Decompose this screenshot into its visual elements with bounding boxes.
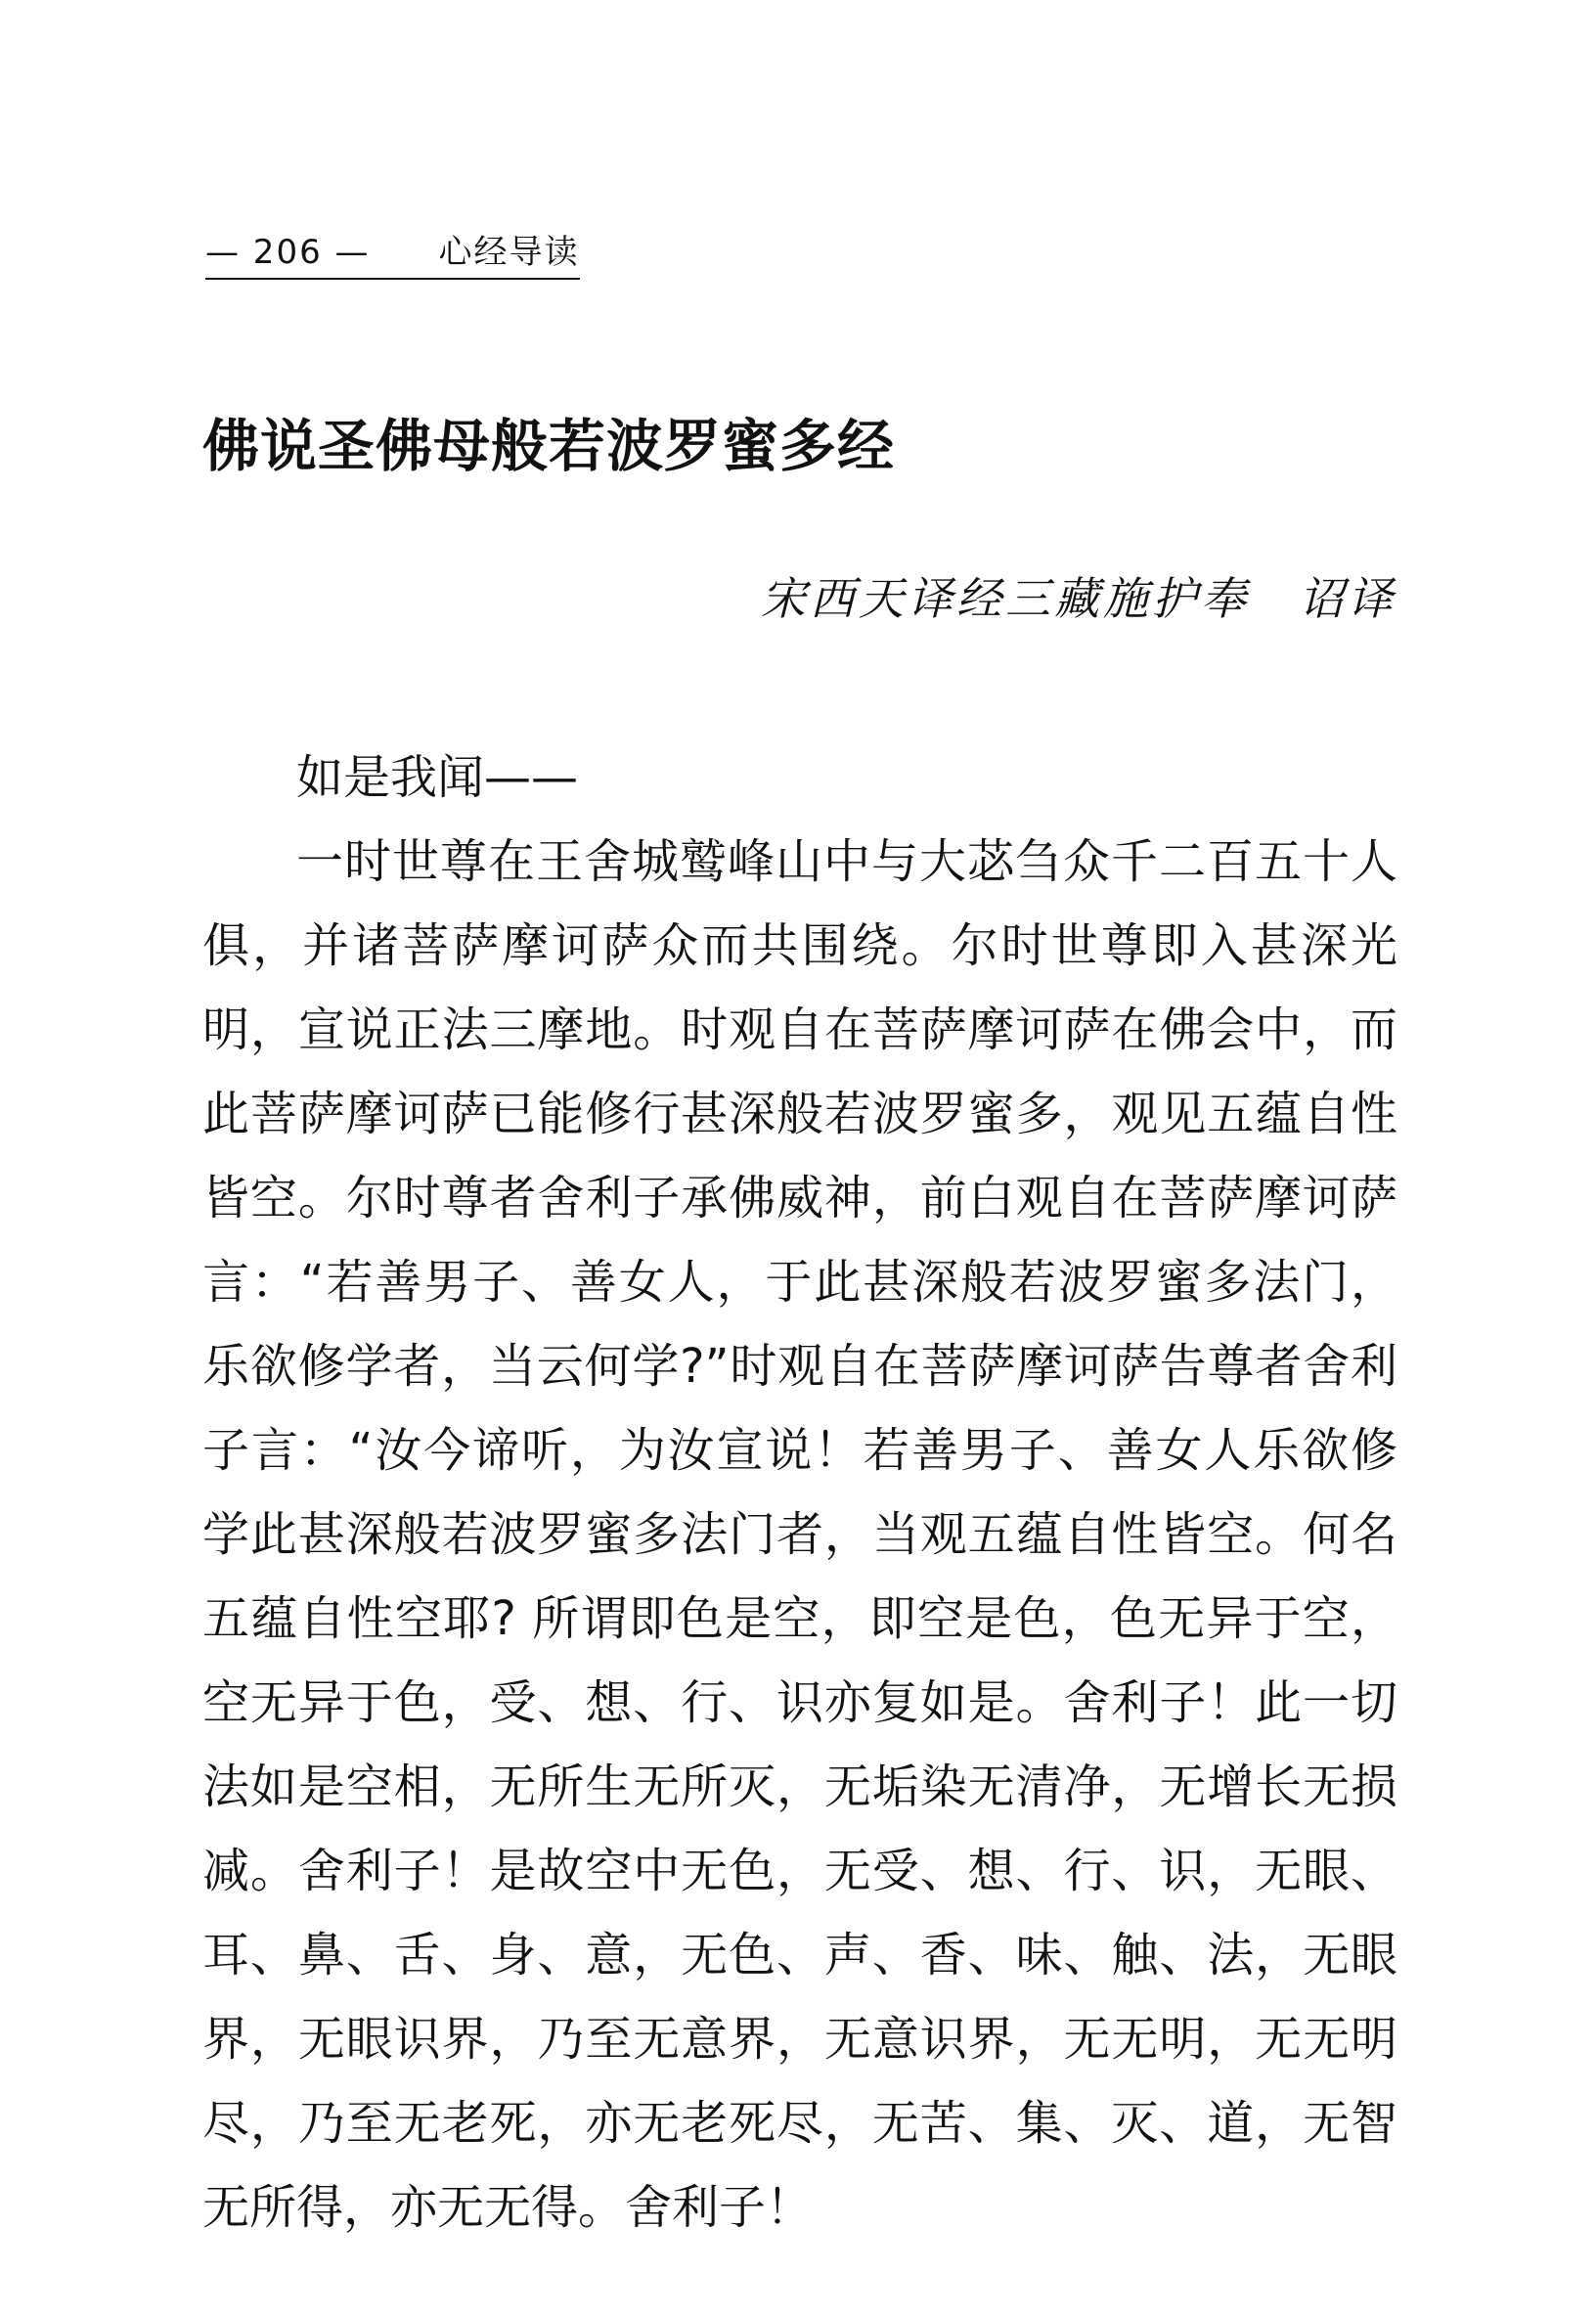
translator-action: 诏译	[1299, 572, 1396, 625]
scripture-title: 佛说圣佛母般若波罗蜜多经	[202, 413, 896, 479]
book-title: 心经导读	[438, 233, 580, 272]
running-header	[205, 231, 580, 280]
translator-name: 宋西天译经三藏施护奉	[761, 572, 1250, 625]
body-text	[202, 735, 1397, 2249]
opening-line: 如是我闻——	[296, 750, 579, 805]
page-number: — 206 —	[205, 233, 371, 272]
main-paragraph: 一时世尊在王舍城鹫峰山中与大苾刍众千二百五十人俱，并诸菩萨摩诃萨众而共围绕。尔时世尊即入甚深光明，宣说正法三摩地。时观自在菩萨摩诃萨在佛会中，而此菩萨摩诃萨已能修行甚深般若波罗蜜多，观见五蕴自性皆空。尔时尊者舍利子承佛威神，前白观自在菩萨摩诃萨言：“若善男子、善女人，于此甚深般若波罗蜜多法门，乐欲修学者，当云何学?”时观自在菩萨摩诃萨告尊者舍利子言：“汝今谛听，为汝宣说！若善男子、善女人乐欲修学此甚深般若波罗蜜多法门者，当观五蕴自性皆空。何名五蕴自性空耶? 所谓即色是空，即空是色，色无异于空，空无异于色，受、想、行、识亦复如是。舍利子！此一切法如是空相，无所生无所灭，无垢染无清净，无增长无损减。舍利子！是故空中无色，无受、想、行、识，无眼、耳、鼻、舌、身、意，无色、声、香、味、触、法，无眼界，无眼识界，乃至无意界，无意识界，无无明，无无明尽，乃至无老死，亦无老死尽，无苦、集、灭、道，无智无所得，亦无无得。舍利子！	[202, 834, 1397, 2235]
translator-credit	[761, 569, 1396, 628]
